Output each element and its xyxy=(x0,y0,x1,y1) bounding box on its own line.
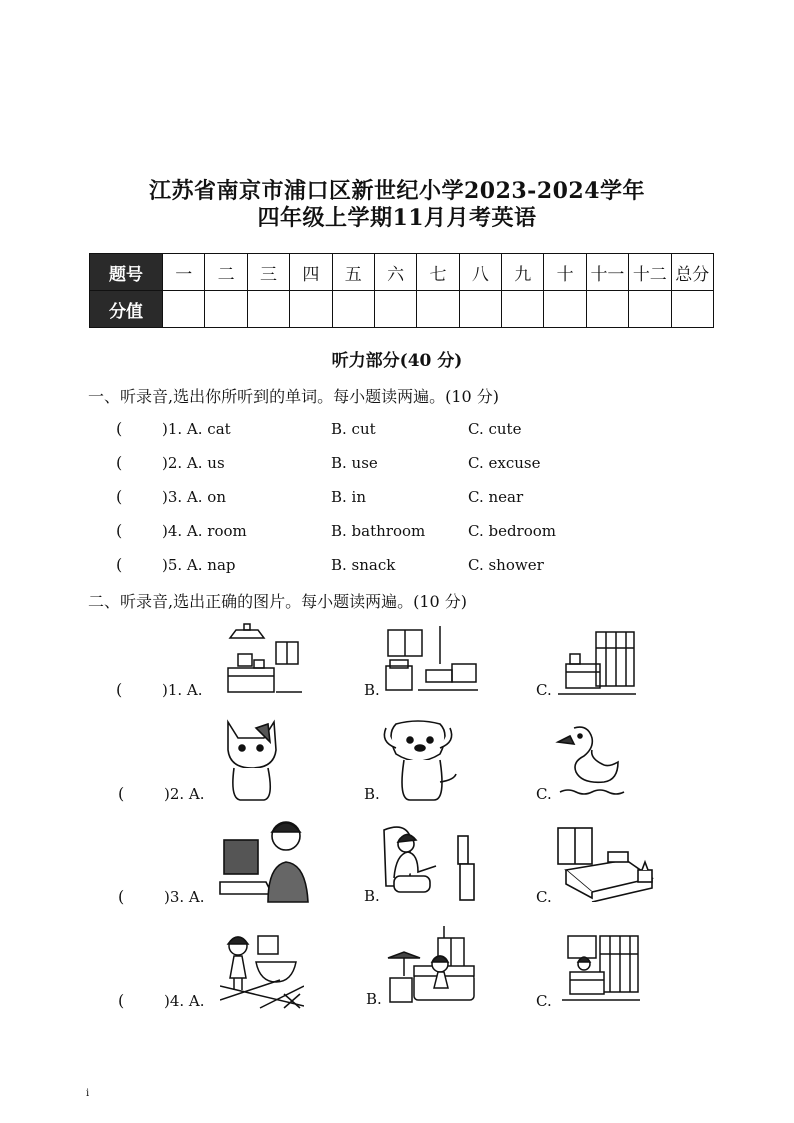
answer-paren[interactable]: ( xyxy=(118,887,125,906)
option-c: C. near xyxy=(468,488,524,506)
option-b: B. use xyxy=(331,454,378,472)
score-col: 四 xyxy=(290,254,332,291)
option-c: C. excuse xyxy=(468,454,541,472)
answer-paren[interactable]: ( xyxy=(118,784,125,803)
option-c: C. bedroom xyxy=(468,522,557,540)
question-number: )2. A. us xyxy=(162,454,225,472)
question-number: )5. A. nap xyxy=(162,556,236,574)
score-cell[interactable] xyxy=(205,291,247,328)
score-cell[interactable] xyxy=(459,291,501,328)
question-number: )1. A. cat xyxy=(162,420,231,438)
option-b-label: B. xyxy=(364,681,380,699)
score-col: 七 xyxy=(417,254,459,291)
score-cell[interactable] xyxy=(290,291,332,328)
option-b-label: B. xyxy=(364,785,380,803)
question-number: )3. A. on xyxy=(162,488,226,506)
footer-mark: i xyxy=(86,1088,90,1099)
score-cell[interactable] xyxy=(332,291,374,328)
question-number: )1. A. xyxy=(162,681,203,699)
score-cell[interactable] xyxy=(502,291,544,328)
girl-bedroom-icon[interactable] xyxy=(560,930,642,1002)
score-cell[interactable] xyxy=(417,291,459,328)
question-number: )4. A. room xyxy=(162,522,247,540)
bedroom-bed-icon[interactable] xyxy=(550,822,660,902)
score-cell[interactable] xyxy=(586,291,628,328)
score-col: 一 xyxy=(163,254,205,291)
girl-tv-icon[interactable] xyxy=(380,822,476,904)
score-cell[interactable] xyxy=(629,291,671,328)
option-b: B. bathroom xyxy=(331,522,426,540)
option-b-label: B. xyxy=(366,990,382,1008)
dog-icon[interactable] xyxy=(382,718,460,802)
question-number: )2. A. xyxy=(164,785,205,803)
score-cell[interactable] xyxy=(247,291,289,328)
answer-paren[interactable]: ( xyxy=(116,419,123,438)
kitchen-icon[interactable] xyxy=(218,622,304,698)
score-cell[interactable] xyxy=(544,291,586,328)
answer-paren[interactable]: ( xyxy=(116,680,123,699)
answer-paren[interactable]: ( xyxy=(116,487,123,506)
option-b: B. cut xyxy=(331,420,376,438)
answer-paren[interactable]: ( xyxy=(118,991,125,1010)
part1-heading: 一、听录音,选出你所听到的单词。每小题读两遍。(10 分) xyxy=(88,387,500,406)
option-b: B. in xyxy=(331,488,367,506)
bedroom-icon[interactable] xyxy=(556,626,638,696)
score-col: 十 xyxy=(544,254,586,291)
question-number: )4. A. xyxy=(164,992,205,1010)
score-col: 十二 xyxy=(629,254,671,291)
score-col: 六 xyxy=(374,254,416,291)
question-number: )3. A. xyxy=(164,888,205,906)
score-table-row-numbers xyxy=(90,254,714,291)
option-c: C. shower xyxy=(468,556,544,574)
score-col: 八 xyxy=(459,254,501,291)
cat-icon[interactable] xyxy=(220,716,282,802)
girl-bathroom-icon[interactable] xyxy=(220,930,304,1010)
section-title: 听力部分(40 分) xyxy=(331,351,463,371)
option-b-label: B. xyxy=(364,887,380,905)
answer-paren[interactable]: ( xyxy=(116,521,123,540)
option-b: B. snack xyxy=(331,556,396,574)
score-col: 九 xyxy=(502,254,544,291)
score-col: 二 xyxy=(205,254,247,291)
option-c-label: C. xyxy=(536,992,552,1010)
duck-icon[interactable] xyxy=(554,722,630,798)
score-table-head-score: 分值 xyxy=(90,291,163,328)
score-col: 十一 xyxy=(586,254,628,291)
score-col: 三 xyxy=(247,254,289,291)
option-c-label: C. xyxy=(536,888,552,906)
score-col: 五 xyxy=(332,254,374,291)
answer-paren[interactable]: ( xyxy=(116,453,123,472)
score-table xyxy=(89,253,714,328)
girl-living-room-icon[interactable] xyxy=(384,924,482,1008)
part2-heading: 二、听录音,选出正确的图片。每小题读两遍。(10 分) xyxy=(88,592,468,611)
score-cell[interactable] xyxy=(163,291,205,328)
score-table-head-number: 题号 xyxy=(90,254,163,291)
answer-paren[interactable]: ( xyxy=(116,555,123,574)
option-c-label: C. xyxy=(536,785,552,803)
score-cell-total[interactable] xyxy=(671,291,714,328)
living-room-icon[interactable] xyxy=(382,624,480,698)
boy-computer-icon[interactable] xyxy=(218,818,310,904)
option-c-label: C. xyxy=(536,681,552,699)
score-cell[interactable] xyxy=(374,291,416,328)
score-table-row-scores xyxy=(90,291,714,328)
option-c: C. cute xyxy=(468,420,522,438)
title-line-2: 四年级上学期11月月考英语 xyxy=(257,205,537,231)
score-col-total: 总分 xyxy=(671,254,714,291)
title-line-1: 江苏省南京市浦口区新世纪小学2023-2024学年 xyxy=(148,178,646,204)
